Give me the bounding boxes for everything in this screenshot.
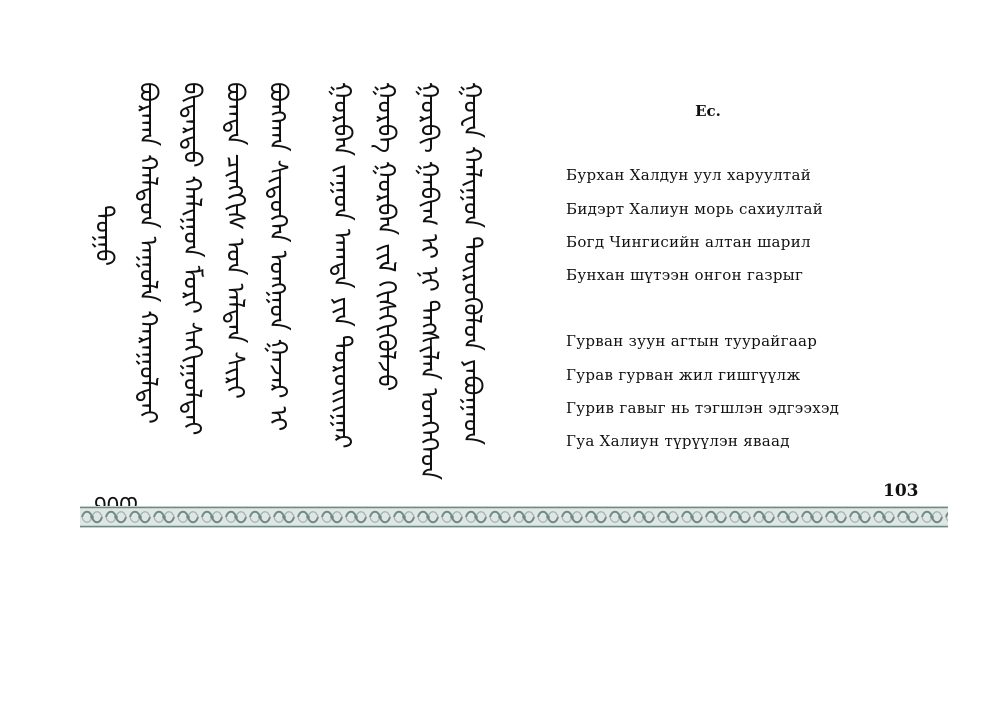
poem-title: Ес. xyxy=(695,102,721,120)
mongolian-line-7: ᠭᠤᠷᠪᠢ ᠭᠠᠪᠢᠭ ᠢ ᠨᠢ ᠲᠡᠭᠰᠢᠯᠡᠨ ᠡᠳᠭᠡᠭᠡᠳ xyxy=(415,82,444,481)
poem-line-7: Гурив гавыг нь тэгшлэн эдгээхэд xyxy=(566,399,840,417)
ornament-border-icon xyxy=(80,506,948,528)
mongolian-line-1: ᠪᠤᠷᠬᠠᠨ ᠬᠠᠯᠳᠤᠨ ᠠᠭᠤᠯᠠ ᠬᠠᠷᠠᠭᠤᠯᠲᠠᠢ xyxy=(134,82,163,424)
page-number: 103 xyxy=(883,481,919,501)
poem-line-2: Бидэрт Халиун морь сахиултай xyxy=(566,200,824,218)
poem-line-1: Бурхан Халдун уул харуултай xyxy=(566,166,812,184)
poem-line-5: Гурван зуун агтын туурайгаар xyxy=(566,332,818,350)
poem-line-8: Гуа Халиун түрүүлэн яваад xyxy=(566,432,790,450)
mongolian-line-5: ᠭᠤᠷᠪᠠᠨ ᠵᠠᠭᠤᠨ ᠠᠭᠲᠠ ᠶᠢᠨ ᠲᠤᠷᠤᠢᠢᠭᠠᠷ xyxy=(328,82,357,449)
mongolian-line-6: ᠭᠤᠷᠪᠠ ᠭᠤᠷᠪᠠᠨ ᠵᠢᠯ ᠭᠢᠰᠬᠢᠭᠦᠯᠵᠦ xyxy=(372,82,401,392)
poem-line-3: Богд Чингисийн алтан шарил xyxy=(566,233,811,251)
mongolian-heading: ᠳᠤᠭᠤ xyxy=(90,205,119,267)
poem-line-6: Гурав гурван жил гишгүүлж xyxy=(566,366,801,384)
mongolian-line-3: ᠪᠣᠭᠳᠠ ᠴᠢᠩᠭᠢᠰ ᠤᠨ ᠠᠯᠲᠠᠨ ᠰᠢᠷᠢ xyxy=(221,82,250,399)
poem-line-4: Бунхан шүтээн онгон газрыг xyxy=(566,266,804,284)
mongolian-line-2: ᠪᠢᠳᠡᠷᠲᠦ ᠬᠠᠯᠢᠭᠤᠨ ᠮᠣᠷᠢ ᠰᠠᠬᠢᠭᠤᠯᠲᠠᠢ xyxy=(178,82,207,436)
mongolian-line-8: ᠭᠤᠸᠠ ᠬᠠᠯᠢᠭᠤᠨ ᠲᠦᠷᠦᠭᠦᠯᠦᠨ ᠶᠠᠪᠤᠭᠠᠳ xyxy=(458,82,487,446)
mongolian-line-4: ᠪᠣᠩᠬᠠᠨ ᠰᠢᠲᠦᠭᠡᠨ ᠣᠩᠭᠤᠨ ᠭᠠᠵᠠᠷ ᠢ xyxy=(264,82,293,432)
